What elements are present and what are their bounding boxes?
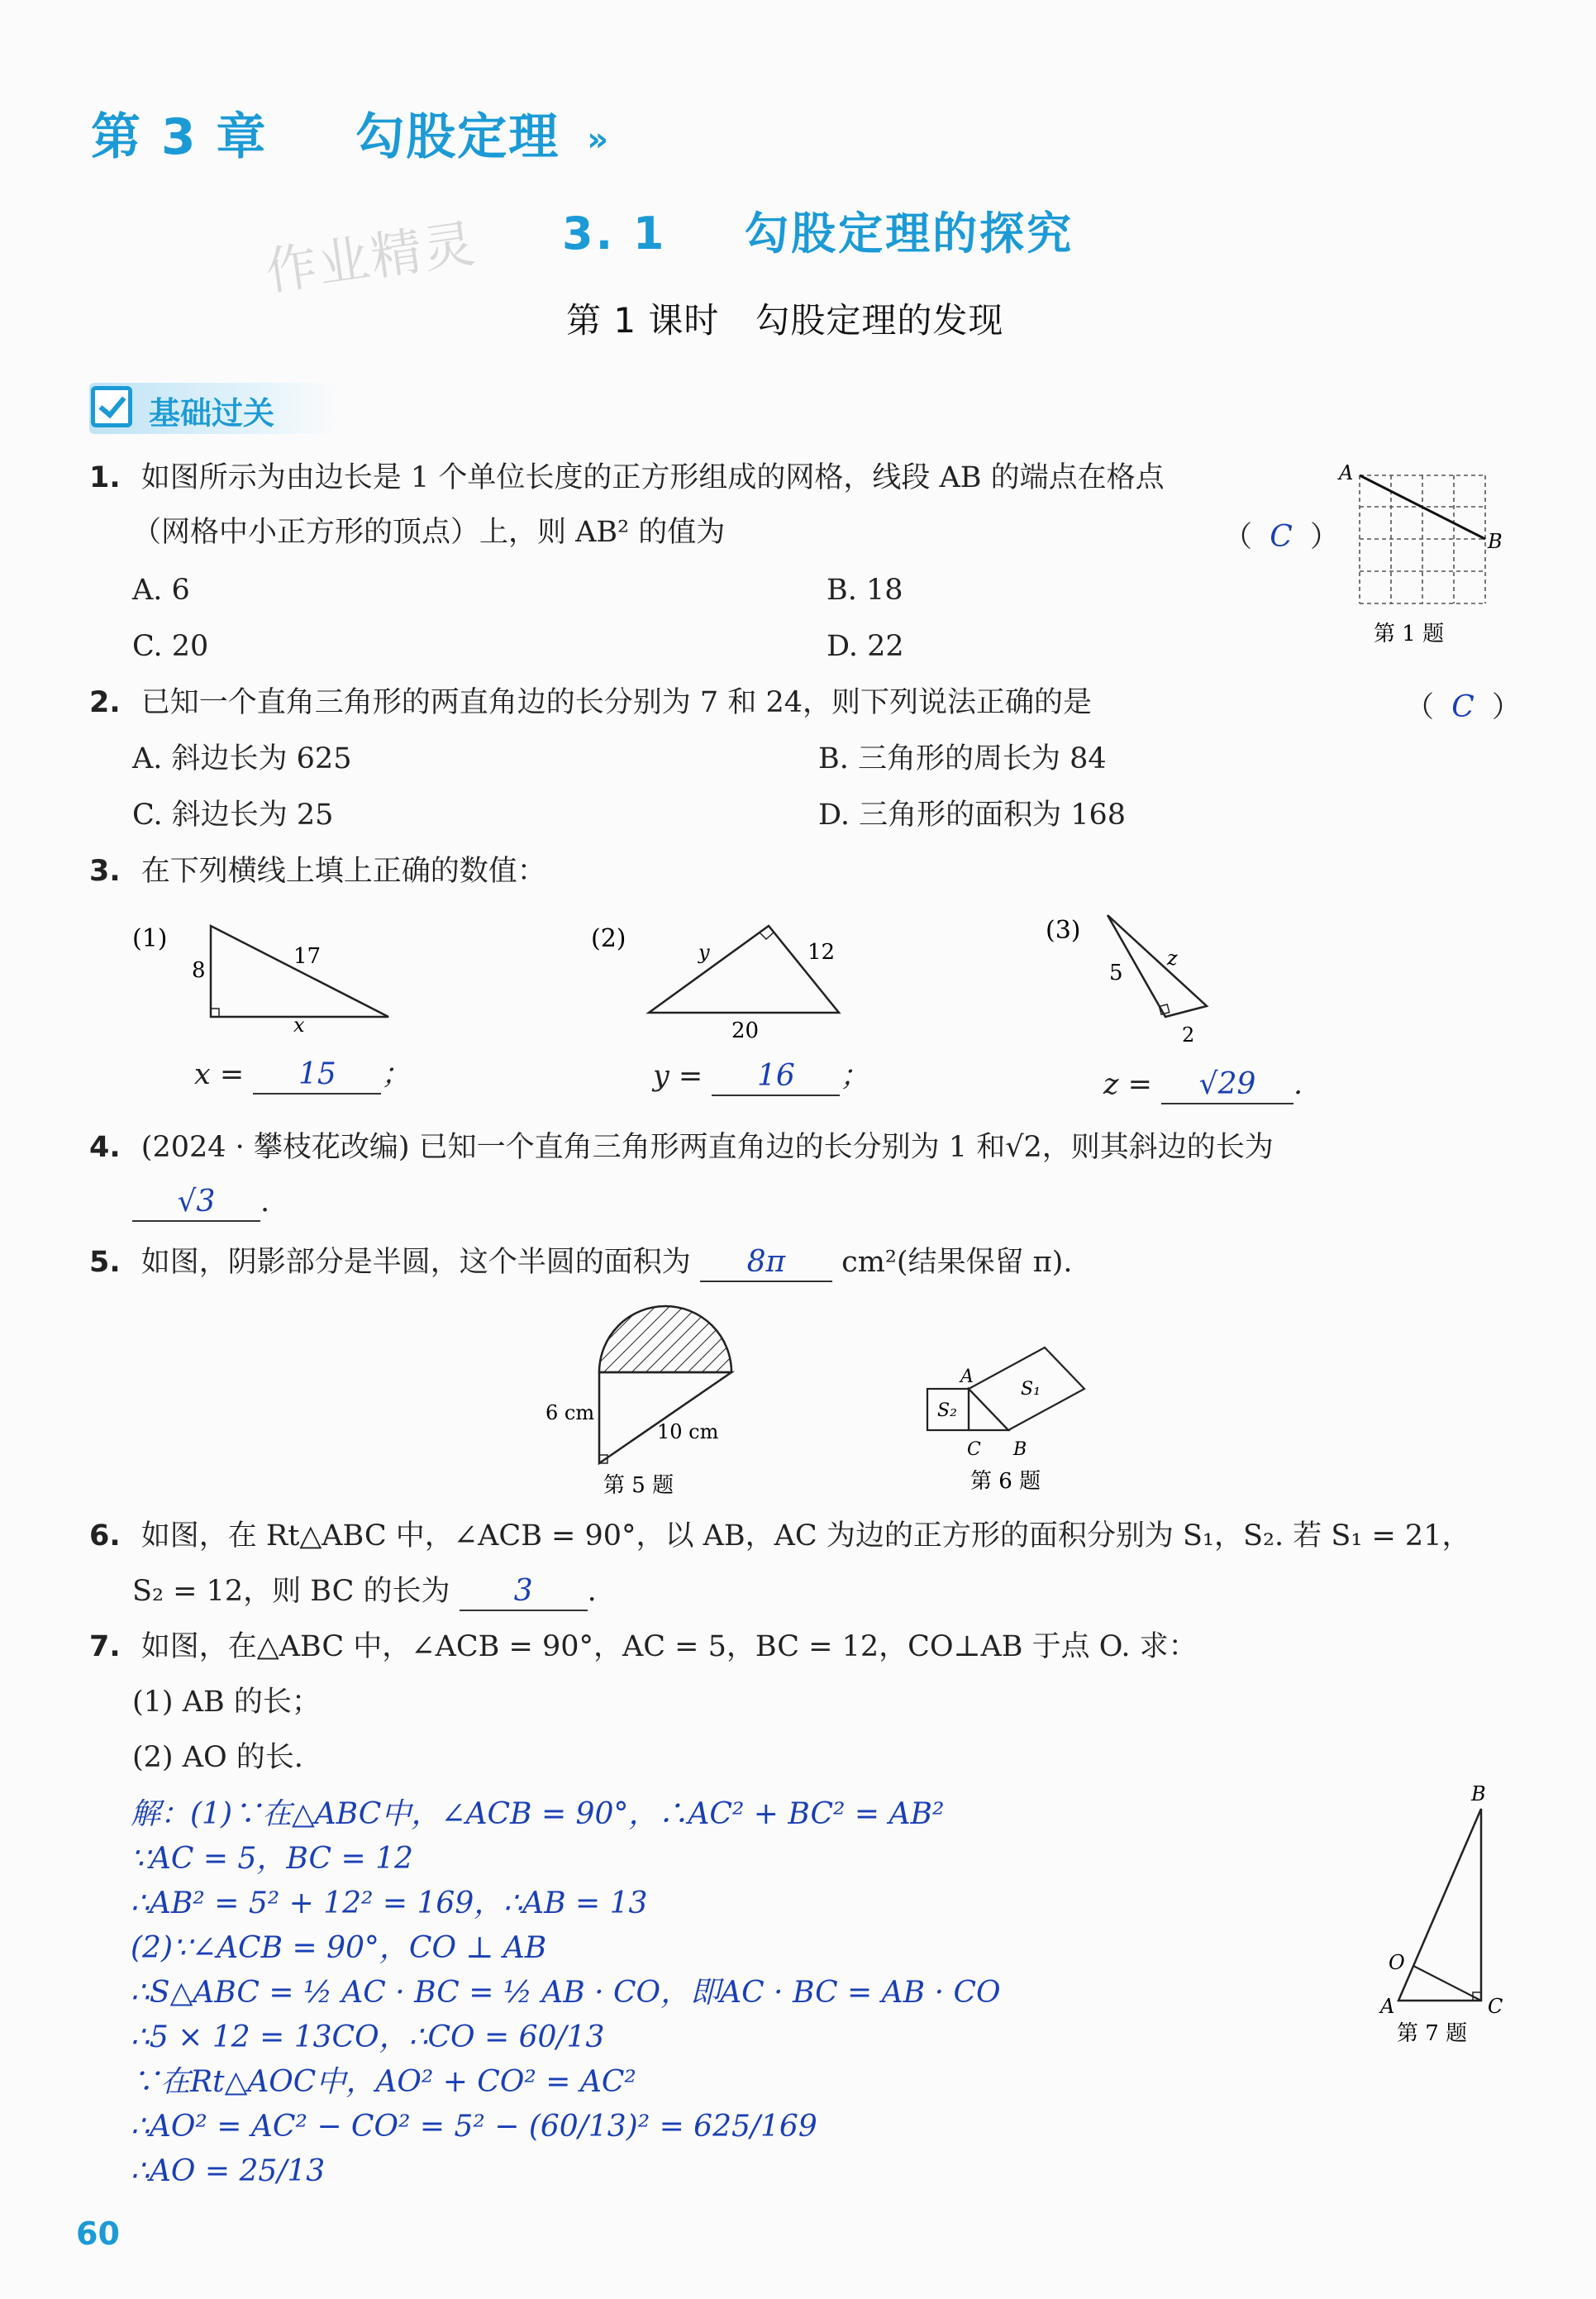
page-number: 60 bbox=[76, 2216, 120, 2252]
triangle-figure-2 bbox=[583, 909, 855, 1042]
question-1-line2: （网格中小正方形的顶点）上，则 AB² 的值为 bbox=[132, 516, 726, 549]
label-c: C bbox=[1488, 1995, 1503, 2018]
figure-caption: 第 6 题 bbox=[970, 1469, 1041, 1494]
question-text: (2024 · 攀枝花改编) 已知一个直角三角形两直角边的长分别为 1 和√2，则其斜边的长为 bbox=[141, 1131, 1274, 1164]
part-tag: (3) bbox=[1046, 916, 1081, 945]
solution-line: ∴AO² = AC² − CO² = 5² − (60/13)² = 625/169 bbox=[131, 2110, 817, 2144]
solution-line: ∵在Rt△AOC中，AO² + CO² = AC² bbox=[131, 2065, 636, 2099]
question-6-line2: S₂ = 12，则 BC 的长为 3 . bbox=[132, 1573, 597, 1611]
answer-bracket: （ C ） bbox=[1223, 520, 1340, 554]
question-text: cm²(结果保留 π). bbox=[841, 1246, 1073, 1279]
fill-in-2: y = 16 ； bbox=[653, 1058, 869, 1096]
question-1 bbox=[89, 460, 1165, 496]
grid-figure bbox=[1331, 461, 1503, 653]
option: C. 斜边长为 25 bbox=[132, 799, 334, 832]
question-number: 7. bbox=[89, 1630, 121, 1663]
option: B. 18 bbox=[827, 574, 903, 607]
question-text: 如图，阴影部分是半圆，这个半圆的面积为 bbox=[141, 1246, 691, 1279]
shaded-semicircle bbox=[599, 1306, 731, 1372]
side-label: y bbox=[698, 941, 710, 964]
figure-caption: 第 1 题 bbox=[1374, 622, 1445, 646]
part-tag: (1) bbox=[132, 924, 168, 953]
triangle-figure-1 bbox=[124, 909, 405, 1037]
label-a: A bbox=[960, 1367, 974, 1387]
section-number: 3. 1 bbox=[562, 207, 667, 260]
side-label: 17 bbox=[293, 944, 322, 969]
side-label: 8 bbox=[192, 958, 206, 983]
answer-blank: √3 bbox=[132, 1184, 260, 1222]
figure-caption: 第 5 题 bbox=[603, 1473, 674, 1498]
side-label: 10 cm bbox=[657, 1420, 719, 1443]
label-c: C bbox=[967, 1439, 981, 1460]
sub-question: (2) AO 的长. bbox=[132, 1741, 303, 1774]
option: D. 22 bbox=[827, 630, 904, 663]
question-text: 如图，在△ABC 中，∠ACB = 90°，AC = 5，BC = 12，CO⊥AB 于点 O. 求： bbox=[141, 1630, 1198, 1663]
answer-blank: 3 bbox=[460, 1573, 588, 1611]
answer-blank: 15 bbox=[253, 1056, 381, 1095]
side-label: 20 bbox=[731, 1018, 760, 1043]
question-text: 已知一个直角三角形的两直角边的长分别为 7 和 24，则下列说法正确的是 bbox=[141, 686, 1092, 719]
question-number: 4. bbox=[89, 1131, 121, 1164]
side-label: 2 bbox=[1182, 1023, 1195, 1047]
triangle-figure-3 bbox=[1041, 905, 1240, 1054]
variable-label: y = bbox=[653, 1060, 703, 1093]
solution-line: 解：(1)∵在△ABC中，∠ACB = 90°，∴AC² + BC² = AB² bbox=[131, 1797, 945, 1831]
semicircle-figure bbox=[537, 1298, 752, 1500]
chapter-number: 第 3 章 bbox=[91, 108, 268, 166]
side-label: 5 bbox=[1109, 961, 1123, 985]
answer-blank: √29 bbox=[1161, 1066, 1293, 1104]
right-triangle-figure bbox=[1364, 1777, 1529, 2050]
question-text: 在下列横线上填上正确的数值： bbox=[141, 855, 546, 888]
question-number: 6. bbox=[89, 1519, 121, 1553]
side-label: z bbox=[1167, 947, 1178, 970]
watermark: 作业精灵 bbox=[261, 212, 480, 303]
question-text: 如图所示为由边长是 1 个单位长度的正方形组成的网格，线段 AB 的端点在格点 bbox=[141, 461, 1165, 494]
question-number: 3. bbox=[89, 855, 121, 888]
question-text: 如图，在 Rt△ABC 中，∠ACB = 90°，以 AB，AC 为边的正方形的面积分别为 S₁，S₂. 若 S₁ = 21， bbox=[141, 1519, 1471, 1553]
question-2 bbox=[89, 684, 1092, 721]
label-s1: S₁ bbox=[1021, 1379, 1041, 1400]
label-a: A bbox=[1380, 1995, 1395, 2018]
side-label: 12 bbox=[808, 940, 836, 965]
checkbox-icon bbox=[91, 386, 132, 427]
question-number: 2. bbox=[89, 686, 121, 719]
sub-question: (1) AB 的长； bbox=[132, 1686, 321, 1719]
section-name: 勾股定理的探究 bbox=[744, 207, 1074, 260]
answer-blank: 8π bbox=[700, 1244, 832, 1282]
fill-in-4: √3 . bbox=[132, 1184, 269, 1222]
answer-bracket: （ C ） bbox=[1405, 690, 1522, 724]
lesson-title: 第 1 课时 勾股定理的发现 bbox=[566, 300, 1004, 341]
side-label: x bbox=[293, 1014, 305, 1037]
label-b: B bbox=[1471, 1782, 1486, 1805]
variable-label: x = bbox=[194, 1058, 245, 1091]
solution-line: ∴5 × 12 = 13CO，∴CO = 60/13 bbox=[131, 2020, 605, 2054]
label-b: B bbox=[1013, 1439, 1027, 1460]
side-label: 6 cm bbox=[545, 1401, 595, 1424]
solution-line: ∵AC = 5，BC = 12 bbox=[131, 1842, 413, 1876]
chapter-title bbox=[91, 98, 610, 169]
question-6 bbox=[89, 1518, 1470, 1554]
fill-in-1: x = 15 ； bbox=[194, 1056, 410, 1095]
option: A. 斜边长为 625 bbox=[132, 742, 352, 775]
label-b: B bbox=[1488, 530, 1503, 553]
squares-figure bbox=[917, 1331, 1099, 1505]
option: D. 三角形的面积为 168 bbox=[818, 799, 1126, 832]
answer-blank: 16 bbox=[712, 1058, 840, 1096]
question-5 bbox=[89, 1244, 1072, 1282]
section-banner bbox=[89, 383, 337, 434]
solution-line: (2)∵∠ACB = 90°，CO ⊥ AB bbox=[131, 1931, 547, 1965]
chapter-name: 勾股定理 bbox=[355, 108, 560, 166]
part-tag: (2) bbox=[591, 924, 626, 953]
option: B. 三角形的周长为 84 bbox=[818, 742, 1107, 775]
answer-choice: C bbox=[1270, 520, 1293, 554]
question-number: 5. bbox=[89, 1246, 121, 1279]
figure-caption: 第 7 题 bbox=[1397, 2021, 1468, 2046]
variable-label: z = bbox=[1103, 1068, 1152, 1101]
banner-label: 基础过关 bbox=[149, 395, 275, 432]
solution-line: ∴S△ABC = ½ AC · BC = ½ AB · CO，即AC · BC = AB · CO bbox=[131, 1976, 1001, 2010]
label-a: A bbox=[1339, 461, 1354, 484]
chevron-right-icon: » bbox=[587, 121, 611, 160]
question-4 bbox=[89, 1129, 1274, 1166]
question-3 bbox=[89, 853, 546, 890]
question-7 bbox=[89, 1629, 1198, 1665]
question-text: S₂ = 12，则 BC 的长为 bbox=[132, 1575, 450, 1608]
question-number: 1. bbox=[89, 461, 121, 494]
section-title bbox=[562, 198, 1074, 262]
option: A. 6 bbox=[132, 574, 190, 607]
solution-line: ∴AB² = 5² + 12² = 169，∴AB = 13 bbox=[131, 1886, 648, 1920]
solution-line: ∴AO = 25/13 bbox=[131, 2154, 326, 2188]
solution-block bbox=[131, 1792, 1001, 2194]
fill-in-3: z = √29 . bbox=[1103, 1066, 1303, 1104]
answer-choice: C bbox=[1451, 690, 1475, 724]
label-o: O bbox=[1389, 1951, 1405, 1974]
option: C. 20 bbox=[132, 630, 209, 663]
label-s2: S₂ bbox=[937, 1400, 957, 1421]
